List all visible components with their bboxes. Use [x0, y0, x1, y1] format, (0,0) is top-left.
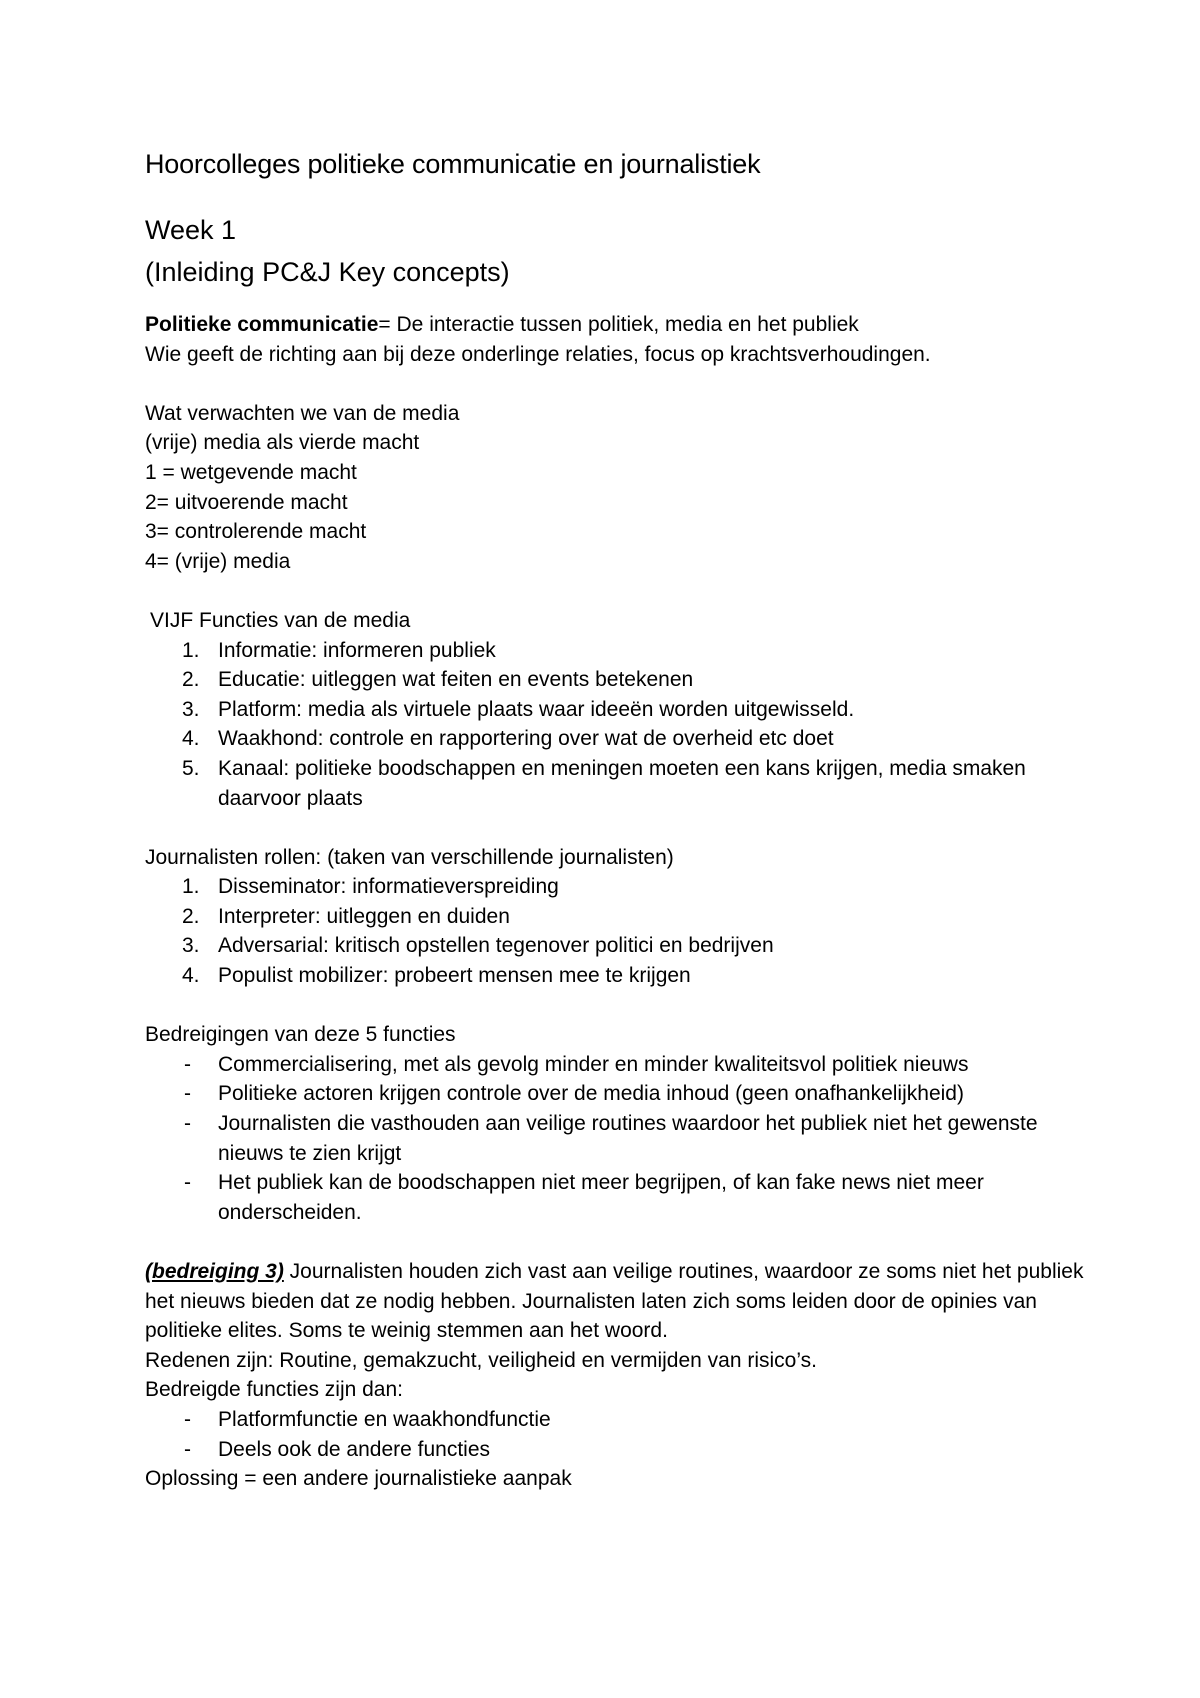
- expect-line: 1 = wetgevende macht: [145, 460, 357, 484]
- week-heading: Week 1: [145, 215, 237, 245]
- functions-heading: VIJF Functies van de media: [150, 608, 411, 632]
- list-item: 2. Educatie: uitleggen wat feiten en events betekenen: [182, 668, 694, 692]
- definition-text: = De interactie tussen politiek, media en het publiek: [378, 313, 859, 336]
- expect-line: Wat verwachten we van de media: [145, 401, 460, 425]
- definition-term: Politieke communicatie: [145, 313, 379, 336]
- list-item: - Journalisten die vasthouden aan veilige routines waardoor het publiek niet het gewenste nieuws te zien krijgt: [184, 1112, 1038, 1165]
- list-item: 3. Adversarial: kritisch opstellen tegenover politici en bedrijven: [182, 934, 774, 958]
- expect-line: 2= uitvoerende macht: [145, 490, 348, 514]
- list-item: 1. Informatie: informeren publiek: [182, 638, 496, 662]
- list-item: 4. Waakhond: controle en rapportering over wat de overheid etc doet: [182, 727, 834, 751]
- threat3-label: (bedreiging 3): [145, 1260, 284, 1283]
- definition-line-2: Wie geeft de richting aan bij deze onderlinge relaties, focus op krachtsverhoudingen.: [145, 342, 931, 366]
- list-item: - Deels ook de andere functies: [184, 1437, 491, 1461]
- threatened-list: [145, 1405, 1105, 1464]
- expect-line: 3= controlerende macht: [145, 520, 367, 544]
- expect-line: 4= (vrije) media: [145, 549, 291, 573]
- threat3-text: Journalisten houden zich vast aan veilige routines, waardoor ze soms niet het publiek het nieuws bieden dat ze nodig hebben. Journalisten laten zich soms leiden door de opinies van politieke elites. Soms te weinig stemmen aan het woord.: [145, 1260, 1084, 1343]
- definition-line: [145, 310, 1105, 340]
- threat3-paragraph: [145, 1257, 1105, 1346]
- list-item: - Het publiek kan de boodschappen niet meer begrijpen, of kan fake news niet meer onderscheiden.: [184, 1171, 984, 1224]
- list-item: 4. Populist mobilizer: probeert mensen mee te krijgen: [182, 964, 691, 988]
- threats-heading: Bedreigingen van deze 5 functies: [145, 1023, 456, 1047]
- list-item: 1. Disseminator: informatieverspreiding: [182, 875, 559, 899]
- threat3-reasons: Redenen zijn: Routine, gemakzucht, veiligheid en vermijden van risico’s.: [145, 1348, 817, 1372]
- document-title: Hoorcolleges politieke communicatie en journalistiek: [145, 149, 761, 179]
- document-page: [145, 146, 1105, 1494]
- week-subtitle: (Inleiding PC&J Key concepts): [145, 257, 510, 287]
- roles-list: [145, 872, 1105, 990]
- list-item: - Politieke actoren krijgen controle over de media inhoud (geen onafhankelijkheid): [184, 1082, 964, 1106]
- list-item: 5. Kanaal: politieke boodschappen en meningen moeten een kans krijgen, media smaken daarvoor plaats: [182, 756, 1026, 810]
- functions-list: [145, 636, 1105, 814]
- threats-list: [145, 1050, 1105, 1228]
- solution-line: Oplossing = een andere journalistieke aanpak: [145, 1467, 572, 1491]
- list-item: 2. Interpreter: uitleggen en duiden: [182, 904, 510, 928]
- expect-line: (vrije) media als vierde macht: [145, 431, 420, 455]
- list-item: 3. Platform: media als virtuele plaats waar ideeën worden uitgewisseld.: [182, 697, 855, 721]
- threatened-heading: Bedreigde functies zijn dan:: [145, 1378, 403, 1402]
- roles-heading: Journalisten rollen: (taken van verschillende journalisten): [145, 845, 674, 869]
- list-item: - Platformfunctie en waakhondfunctie: [184, 1407, 551, 1431]
- list-item: - Commercialisering, met als gevolg minder en minder kwaliteitsvol politiek nieuws: [184, 1052, 969, 1076]
